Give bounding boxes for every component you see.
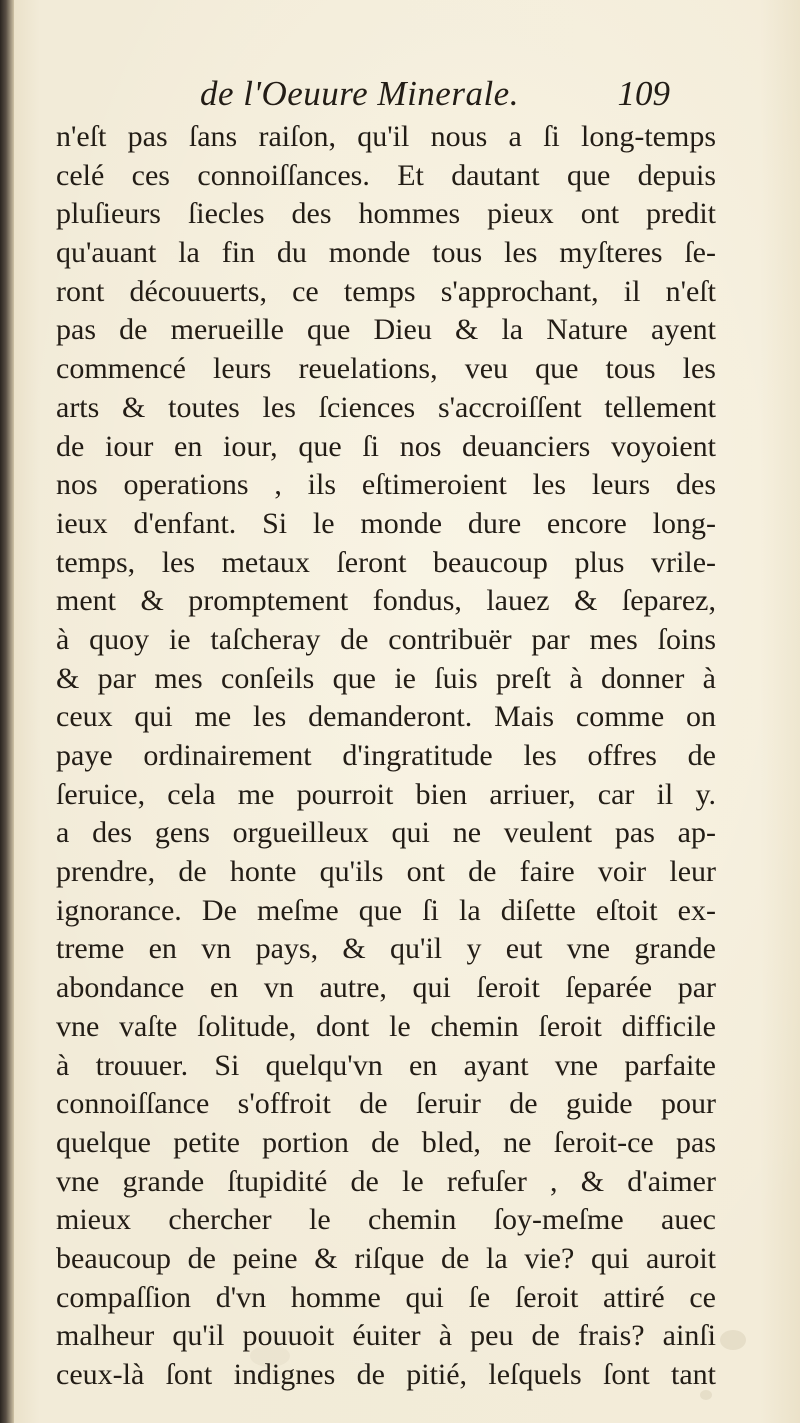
text-line: à quoy ie taſcheray de contribuër par mes ſoins [56,622,716,656]
text-line: ment & promptement fondus, lauez & ſeparez, [56,584,716,618]
text-line: compaſſion d'vn homme qui ſe ſeroit attiré ce [56,1280,716,1314]
text-line: prendre, de honte qu'ils ont de faire voir leur [56,855,716,889]
running-head: de l'Oeuure Minerale. [200,74,519,113]
text-line: ceux qui me les demanderont. Mais comme on [56,700,716,734]
text-line: à trouuer. Si quelqu'vn en ayant vne parfaite [56,1048,716,1082]
text-line: ignorance. De meſme que ſi la diſette eſtoit ex- [56,893,716,927]
text-line: arts & toutes les ſciences s'accroiſſent tellement [56,390,716,424]
text-line: temps, les metaux ſeront beaucoup plus vrile- [56,545,716,579]
book-spine-shadow [0,0,14,1423]
text-line: ront découuerts, ce temps s'approchant, il n'eſt [56,274,716,308]
text-line: malheur qu'il pouuoit éuiter à peu de frais? ainſi [56,1319,716,1353]
text-line: mieux chercher le chemin ſoy-meſme auec [56,1203,716,1237]
paper-stain [720,1330,746,1350]
text-line: qu'auant la fin du monde tous les myſteres ſe- [56,236,716,270]
text-line: pluſieurs ſiecles des hommes pieux ont predit [56,197,716,231]
text-line: nos operations , ils eſtimeroient les leurs des [56,468,716,502]
text-line: ieux d'enfant. Si le monde dure encore long- [56,506,716,540]
text-line: & par mes conſeils que ie ſuis preſt à donner à [56,661,716,695]
text-line: vne vaſte ſolitude, dont le chemin ſeroit difficile [56,1009,716,1043]
body-text [56,118,716,1395]
text-line: ſeruice, cela me pourroit bien arriuer, car il y. [56,777,716,811]
text-line: paye ordinairement d'ingratitude les offres de [56,739,716,772]
page-header [200,74,670,120]
text-line: commencé leurs reuelations, veu que tous les [56,352,716,386]
text-line: n'eſt pas ſans raiſon, qu'il nous a ſi long-temps [56,120,716,153]
text-line: celé ces connoiſſances. Et dautant que depuis [56,158,716,192]
page-number: 109 [617,74,670,113]
text-line: ceux-là ſont indignes de pitié, leſquels ſont tant [56,1358,716,1391]
text-line: treme en vn pays, & qu'il y eut vne grande [56,932,716,966]
text-line: connoiſſance s'offroit de ſeruir de guide pour [56,1087,716,1121]
text-line: abondance en vn autre, qui ſeroit ſeparée par [56,971,716,1005]
text-line: de iour en iour, que ſi nos deuanciers voyoient [56,429,716,463]
text-line: beaucoup de peine & riſque de la vie? qui auroit [56,1241,716,1275]
text-line: pas de merueille que Dieu & la Nature ayent [56,313,716,347]
text-line: vne grande ſtupidité de le refuſer , & d'aimer [56,1164,716,1198]
text-line: quelque petite portion de bled, ne ſeroit-ce pas [56,1125,716,1159]
text-line: a des gens orgueilleux qui ne veulent pas ap- [56,816,716,850]
